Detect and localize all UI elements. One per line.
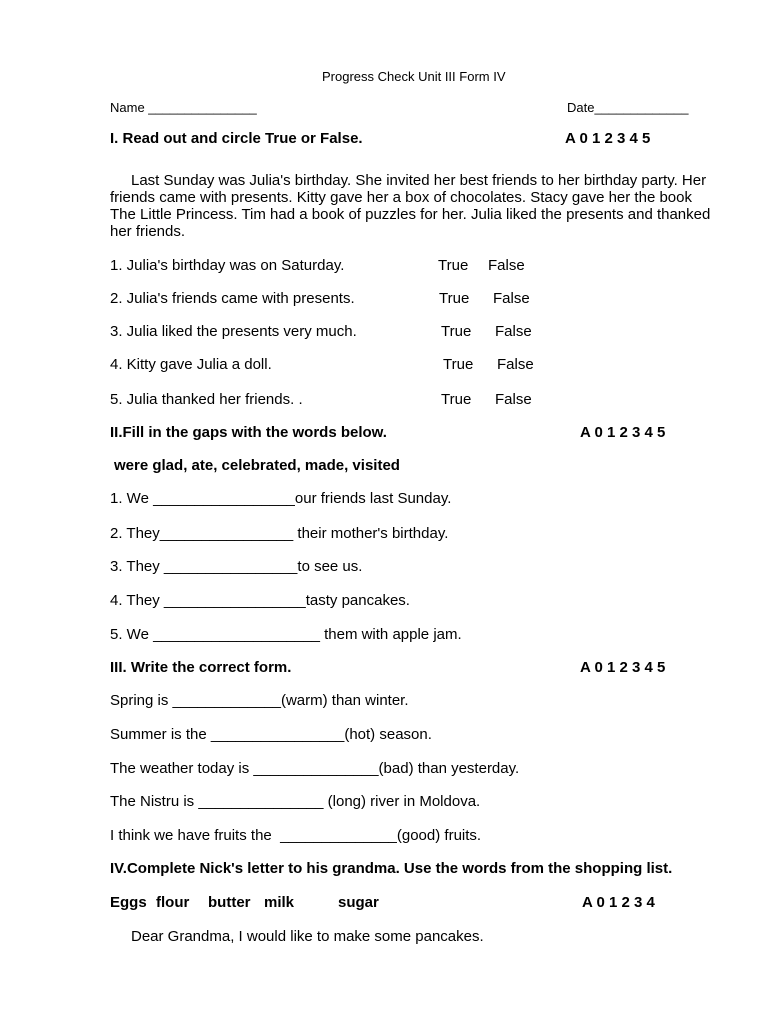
document-title: Progress Check Unit III Form IV xyxy=(322,69,506,84)
tf-question-3: 3. Julia liked the presents very much. xyxy=(110,323,357,340)
form-item-2[interactable]: Summer is the ________________(hot) season. xyxy=(110,726,432,743)
name-field[interactable]: Name _______________ xyxy=(110,100,257,115)
shopping-item-milk: milk xyxy=(264,894,295,911)
reading-passage xyxy=(110,172,720,240)
tf-question-4: 4. Kitty gave Julia a doll. xyxy=(110,356,272,373)
tf-option-true-1[interactable]: True xyxy=(438,257,469,274)
shopping-item-flour: flour xyxy=(156,894,190,911)
section-4-heading: IV.Complete Nick's letter to his grandma. Use the words from the shopping list. xyxy=(110,860,673,877)
tf-option-true-4[interactable]: True xyxy=(443,356,474,373)
tf-option-false-4[interactable]: False xyxy=(497,356,534,373)
section-1-score: A 0 1 2 3 4 5 xyxy=(565,130,651,147)
gap-item-3[interactable]: 3. They ________________to see us. xyxy=(110,558,363,575)
reading-passage-text: Last Sunday was Julia's birthday. She invited her best friends to her birthday party. Her friends came with presents. Kitty gave her a box of chocolates. Stacy gave her the book The Little Princess. Tim had a book of puzzles for her. Julia liked the presents and thanked her friends. xyxy=(110,172,711,240)
word-bank: were glad, ate, celebrated, made, visited xyxy=(114,457,400,474)
letter-opening: Dear Grandma, I would like to make some pancakes. xyxy=(131,928,484,945)
form-item-5[interactable]: I think we have fruits the ______________(good) fruits. xyxy=(110,827,482,844)
section-1-heading: I. Read out and circle True or False. xyxy=(110,130,363,147)
shopping-item-butter: butter xyxy=(208,894,251,911)
tf-question-5: 5. Julia thanked her friends. . xyxy=(110,391,303,408)
gap-item-1[interactable]: 1. We _________________our friends last Sunday. xyxy=(110,490,452,507)
gap-item-5[interactable]: 5. We ____________________ them with apple jam. xyxy=(110,626,462,643)
date-field[interactable]: Date_____________ xyxy=(567,100,689,115)
section-2-score: A 0 1 2 3 4 5 xyxy=(580,424,666,441)
tf-option-true-3[interactable]: True xyxy=(441,323,472,340)
tf-option-false-3[interactable]: False xyxy=(495,323,532,340)
tf-option-false-1[interactable]: False xyxy=(488,257,525,274)
tf-option-false-5[interactable]: False xyxy=(495,391,532,408)
tf-option-true-2[interactable]: True xyxy=(439,290,470,307)
tf-question-1: 1. Julia's birthday was on Saturday. xyxy=(110,257,345,274)
form-item-3[interactable]: The weather today is _______________(bad) than yesterday. xyxy=(110,760,520,777)
section-3-score: A 0 1 2 3 4 5 xyxy=(580,659,666,676)
shopping-item-sugar: sugar xyxy=(338,894,379,911)
form-item-1[interactable]: Spring is _____________(warm) than winter. xyxy=(110,692,409,709)
tf-question-2: 2. Julia's friends came with presents. xyxy=(110,290,355,307)
tf-option-false-2[interactable]: False xyxy=(493,290,530,307)
shopping-item-eggs: Eggs xyxy=(110,894,147,911)
gap-item-4[interactable]: 4. They _________________tasty pancakes. xyxy=(110,592,410,609)
gap-item-2[interactable]: 2. They________________ their mother's birthday. xyxy=(110,525,449,542)
tf-option-true-5[interactable]: True xyxy=(441,391,472,408)
section-2-heading: II.Fill in the gaps with the words below. xyxy=(110,424,387,441)
section-3-heading: III. Write the correct form. xyxy=(110,659,292,676)
form-item-4[interactable]: The Nistru is _______________ (long) river in Moldova. xyxy=(110,793,481,810)
section-4-score: A 0 1 2 3 4 xyxy=(582,894,655,911)
